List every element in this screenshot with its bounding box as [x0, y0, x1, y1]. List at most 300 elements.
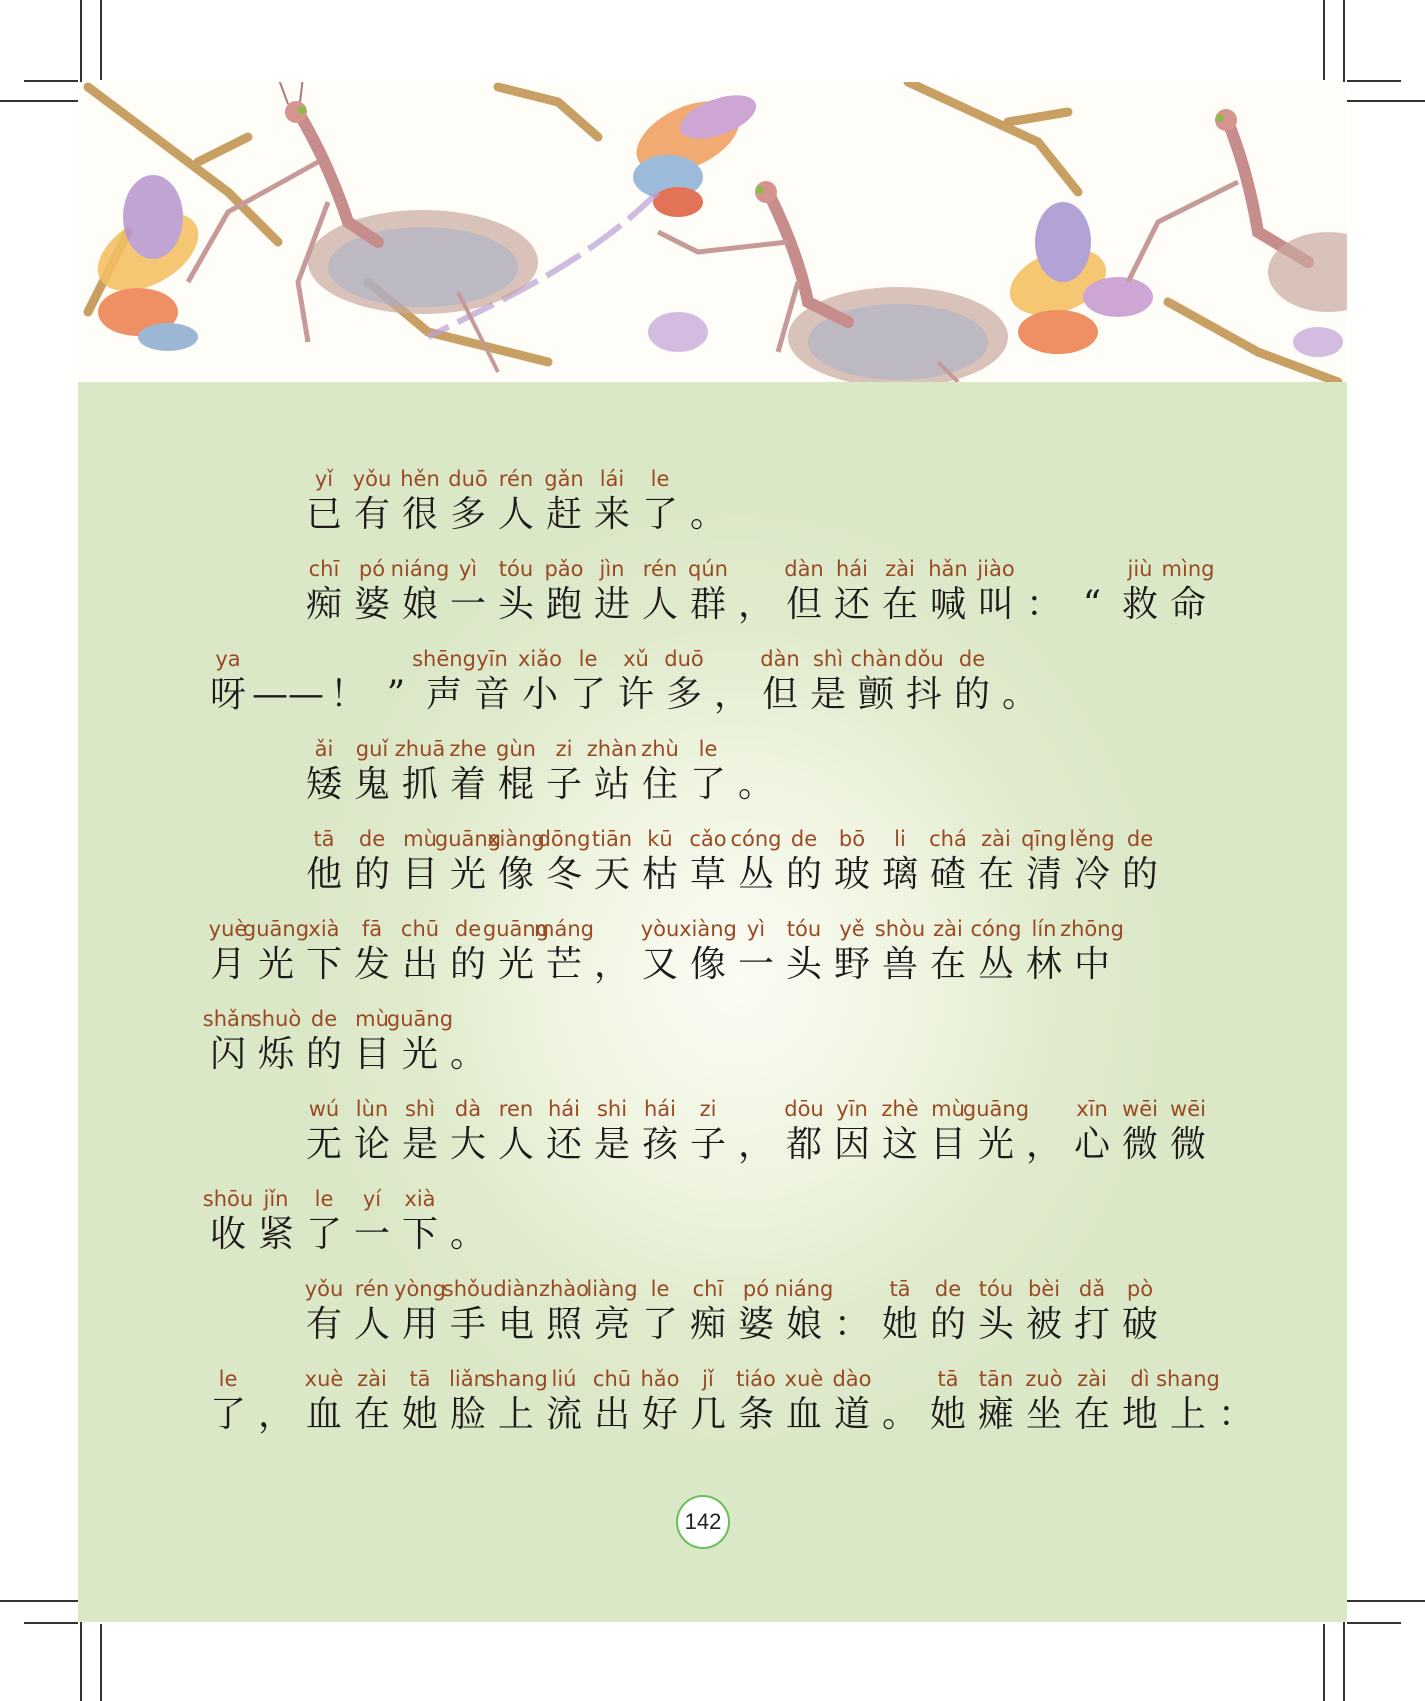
pinyin: yì [458, 557, 478, 581]
hanzi: ： [833, 1304, 870, 1345]
pinyin: hái [547, 1097, 580, 1121]
hanzi: 微 [1121, 1124, 1158, 1165]
pinyin: xiǎo [518, 647, 562, 671]
illustration-banner [78, 82, 1347, 382]
hanzi: —— [252, 674, 324, 715]
pinyin: yuè [208, 917, 248, 941]
hanzi: 又 [641, 944, 678, 985]
pinyin: tóu [978, 1277, 1014, 1301]
pinyin: dào [832, 1367, 872, 1391]
pinyin: dǎ [1078, 1277, 1106, 1301]
pinyin: tā [409, 1367, 431, 1391]
hanzi: 颤 [857, 674, 894, 715]
pinyin: zhōng [1060, 917, 1124, 941]
pinyin: lùn [355, 1097, 389, 1121]
hanzi: 几 [689, 1394, 726, 1435]
hanzi: 有 [353, 494, 390, 535]
hanzi: 还 [545, 1124, 582, 1165]
hanzi: 的 [785, 854, 822, 895]
hanzi: 多 [449, 494, 486, 535]
pinyin: xiàng [487, 827, 545, 851]
pinyin: qīng [1021, 827, 1067, 851]
hanzi: 多 [665, 674, 702, 715]
pinyin: hái [643, 1097, 676, 1121]
pinyin: shang [1156, 1367, 1220, 1391]
pinyin: shǎn [202, 1007, 254, 1031]
hanzi: 已 [305, 494, 342, 535]
hanzi: 在 [881, 584, 918, 625]
pinyin: zài [981, 827, 1011, 851]
hanzi: 林 [1025, 944, 1062, 985]
hanzi: 因 [833, 1124, 870, 1165]
pinyin: lěng [1069, 827, 1115, 851]
hanzi: 鬼 [353, 764, 390, 805]
hanzi: 大 [449, 1124, 486, 1165]
hanzi: 兽 [881, 944, 918, 985]
pinyin: cóng [730, 827, 782, 851]
pinyin: yīn [836, 1097, 868, 1121]
pinyin: kū [647, 827, 673, 851]
pinyin: yì [746, 917, 766, 941]
hanzi: 手 [449, 1304, 486, 1345]
pinyin: le [314, 1187, 334, 1211]
hanzi: 许 [617, 674, 654, 715]
pinyin: hǎn [928, 557, 968, 581]
crop-mark [24, 1622, 78, 1624]
pinyin: yǒu [304, 1277, 344, 1301]
hanzi: 娘 [401, 584, 438, 625]
hanzi: 冬 [545, 854, 582, 895]
pinyin: duō [448, 467, 488, 491]
hanzi: 。 [449, 1034, 486, 1075]
pinyin: zi [699, 1097, 717, 1121]
hanzi: 的 [953, 674, 990, 715]
hanzi: 了 [305, 1214, 342, 1255]
pinyin: mù [931, 1097, 965, 1121]
crop-mark [100, 1624, 102, 1701]
hanzi: 抖 [905, 674, 942, 715]
pinyin: qún [688, 557, 728, 581]
hanzi: 一 [449, 584, 486, 625]
hanzi: 目 [401, 854, 438, 895]
hanzi: 亮 [593, 1304, 630, 1345]
hanzi: 娘 [785, 1304, 822, 1345]
pinyin: liú [551, 1367, 577, 1391]
hanzi: 丛 [737, 854, 774, 895]
pinyin: lái [599, 467, 625, 491]
hanzi: 这 [881, 1124, 918, 1165]
hanzi: 跑 [545, 584, 582, 625]
hanzi: 痴 [305, 584, 342, 625]
hanzi: 光 [977, 1124, 1014, 1165]
pinyin: ya [215, 647, 241, 671]
ruby-character [444, 1006, 492, 1098]
hanzi: 群 [689, 584, 726, 625]
pinyin: jìn [599, 557, 625, 581]
pinyin: xiàng [679, 917, 737, 941]
hanzi: 出 [401, 944, 438, 985]
hanzi: 好 [641, 1394, 678, 1435]
hanzi: 的 [449, 944, 486, 985]
hanzi: 还 [833, 584, 870, 625]
hanzi: 打 [1073, 1304, 1110, 1345]
pinyin: mù [403, 827, 437, 851]
pinyin: cǎo [689, 827, 727, 851]
hanzi: 是 [593, 1124, 630, 1165]
ruby-character [1161, 556, 1215, 648]
pinyin: pó [358, 557, 386, 581]
pinyin: wú [308, 1097, 340, 1121]
pinyin: pǎo [544, 557, 584, 581]
hanzi: 上 [497, 1394, 534, 1435]
hanzi: 她 [929, 1394, 966, 1435]
hanzi: 在 [977, 854, 1014, 895]
hanzi: 在 [353, 1394, 390, 1435]
hanzi: 命 [1169, 584, 1206, 625]
pinyin: gǎn [544, 467, 584, 491]
pinyin: xuè [304, 1367, 344, 1391]
hanzi: 目 [929, 1124, 966, 1165]
pinyin: rén [354, 1277, 390, 1301]
ruby-character [1060, 916, 1124, 1008]
pinyin: zhe [449, 737, 487, 761]
hanzi: 着 [449, 764, 486, 805]
pinyin: guāng [482, 917, 550, 941]
pinyin: cóng [970, 917, 1022, 941]
pinyin: hái [835, 557, 868, 581]
pinyin: yòu [640, 917, 680, 941]
pinyin: zi [555, 737, 573, 761]
pinyin: shuò [250, 1007, 302, 1031]
pinyin: tiān [591, 827, 633, 851]
pinyin: de [1126, 827, 1154, 851]
pinyin: hěn [400, 467, 440, 491]
crop-mark [1323, 1624, 1325, 1701]
pinyin: yě [839, 917, 865, 941]
pinyin: zài [885, 557, 915, 581]
pinyin: le [650, 467, 670, 491]
hanzi: 。 [1001, 674, 1038, 715]
pinyin: guāng [386, 1007, 454, 1031]
pinyin: zhè [881, 1097, 919, 1121]
pinyin: shōu [202, 1187, 254, 1211]
hanzi: 人 [497, 494, 534, 535]
pinyin: mìng [1161, 557, 1215, 581]
hanzi: 像 [689, 944, 726, 985]
hanzi: 碴 [929, 854, 966, 895]
hanzi: 了 [689, 764, 726, 805]
hanzi: 收 [209, 1214, 246, 1255]
hanzi: 草 [689, 854, 726, 895]
hanzi: 烁 [257, 1034, 294, 1075]
ruby-character [732, 736, 780, 828]
hanzi: 脸 [449, 1394, 486, 1435]
pinyin: ren [498, 1097, 534, 1121]
pinyin: shang [484, 1367, 548, 1391]
ruby-character [1116, 1276, 1164, 1368]
hanzi: 地 [1121, 1394, 1158, 1435]
hanzi: 道 [833, 1394, 870, 1435]
pinyin: mù [355, 1007, 389, 1031]
hanzi: 的 [929, 1304, 966, 1345]
hanzi: 声 [425, 674, 462, 715]
hanzi: 人 [497, 1124, 534, 1165]
pinyin: niáng [774, 1277, 834, 1301]
pinyin: tā [937, 1367, 959, 1391]
pinyin: jǐ [702, 1367, 714, 1391]
pinyin: de [934, 1277, 962, 1301]
pinyin: bō [838, 827, 866, 851]
butterfly-icon [84, 175, 211, 351]
crop-mark [100, 0, 102, 80]
hanzi: 光 [401, 1034, 438, 1075]
hanzi: 出 [593, 1394, 630, 1435]
pinyin: chī [308, 557, 340, 581]
pinyin: guāng [434, 827, 502, 851]
ruby-character [1116, 826, 1164, 918]
pinyin: dà [454, 1097, 482, 1121]
hanzi: 但 [761, 674, 798, 715]
hanzi: 光 [257, 944, 294, 985]
pinyin: rén [642, 557, 678, 581]
pinyin: hǎo [640, 1367, 680, 1391]
hanzi: ， [1025, 1124, 1062, 1165]
hanzi: 了 [569, 674, 606, 715]
mantis-illustration [78, 82, 1347, 382]
hanzi: 像 [497, 854, 534, 895]
pinyin: liàng [586, 1277, 638, 1301]
hanzi: 下 [305, 944, 342, 985]
hanzi: 的 [1121, 854, 1158, 895]
hanzi: 在 [929, 944, 966, 985]
pinyin: jiù [1127, 557, 1153, 581]
pinyin: xià [308, 917, 340, 941]
hanzi: 光 [497, 944, 534, 985]
ruby-character [1164, 1096, 1212, 1188]
pinyin: gùn [496, 737, 536, 761]
pinyin: xuè [784, 1367, 824, 1391]
hanzi: 子 [545, 764, 582, 805]
hanzi: 清 [1025, 854, 1062, 895]
pinyin: shi [596, 1097, 628, 1121]
hanzi: ： [1217, 1394, 1254, 1435]
hanzi: 血 [305, 1394, 342, 1435]
hanzi: ： [1025, 584, 1062, 625]
hanzi: 是 [809, 674, 846, 715]
pinyin: yòng [394, 1277, 446, 1301]
pinyin: de [454, 917, 482, 941]
pinyin: dǒu [904, 647, 944, 671]
pinyin: liǎn [449, 1367, 487, 1391]
hanzi: 心 [1073, 1124, 1110, 1165]
pinyin: chàn [850, 647, 902, 671]
page-number: 142 [676, 1495, 730, 1549]
hanzi: 照 [545, 1304, 582, 1345]
hanzi: 条 [737, 1394, 774, 1435]
crop-mark [1347, 1622, 1401, 1624]
pinyin: tóu [786, 917, 822, 941]
hanzi: ！ [329, 674, 366, 715]
hanzi: 棍 [497, 764, 534, 805]
pinyin: chá [929, 827, 967, 851]
pinyin: le [650, 1277, 670, 1301]
pinyin: pò [1126, 1277, 1154, 1301]
hanzi: 音 [473, 674, 510, 715]
pinyin: zhàn [586, 737, 638, 761]
hanzi: 喊 [929, 584, 966, 625]
pinyin: chū [592, 1367, 632, 1391]
pinyin: tā [889, 1277, 911, 1301]
pinyin: niáng [390, 557, 450, 581]
pinyin: xià [404, 1187, 436, 1211]
hanzi: 赶 [545, 494, 582, 535]
hanzi: 人 [353, 1304, 390, 1345]
hanzi: 被 [1025, 1304, 1062, 1345]
hanzi: 目 [353, 1034, 390, 1075]
hanzi: 救 [1121, 584, 1158, 625]
ruby-character [996, 646, 1044, 738]
pinyin: guǐ [355, 737, 389, 761]
pinyin: shì [812, 647, 844, 671]
hanzi: 了 [209, 1394, 246, 1435]
hanzi: ， [257, 1394, 294, 1435]
pinyin: fā [361, 917, 383, 941]
hanzi: 上 [1169, 1394, 1206, 1435]
hanzi: 来 [593, 494, 630, 535]
pinyin: jiào [977, 557, 1015, 581]
pinyin: yí [362, 1187, 382, 1211]
hanzi: ， [737, 1124, 774, 1165]
pinyin: chū [400, 917, 440, 941]
pinyin: yīn [476, 647, 508, 671]
pinyin: diàn [493, 1277, 539, 1301]
hanzi: 头 [977, 1304, 1014, 1345]
hanzi: 都 [785, 1124, 822, 1165]
hanzi: 瘫 [977, 1394, 1014, 1435]
hanzi: 。 [881, 1394, 918, 1435]
pinyin: dàn [784, 557, 824, 581]
hanzi: 一 [737, 944, 774, 985]
pinyin: zài [1077, 1367, 1107, 1391]
pinyin: tóu [498, 557, 534, 581]
hanzi: 破 [1121, 1304, 1158, 1345]
hanzi: 孩 [641, 1124, 678, 1165]
hanzi: 。 [449, 1214, 486, 1255]
pinyin: shēng [412, 647, 476, 671]
pinyin: guāng [962, 1097, 1030, 1121]
hanzi: 了 [641, 1304, 678, 1345]
hanzi: 光 [449, 854, 486, 895]
pinyin: guāng [242, 917, 310, 941]
hanzi: 中 [1073, 944, 1110, 985]
hanzi: 坐 [1025, 1394, 1062, 1435]
hanzi: 用 [401, 1304, 438, 1345]
hanzi: 叫 [977, 584, 1014, 625]
mantis-icon [658, 181, 1008, 382]
ruby-character [684, 466, 732, 558]
hanzi: 冷 [1073, 854, 1110, 895]
pinyin: shòu [874, 917, 926, 941]
hanzi: ， [593, 944, 630, 985]
pinyin: dōng [537, 827, 591, 851]
mantis-icon [1128, 109, 1347, 312]
hanzi: 丛 [977, 944, 1014, 985]
pinyin: shì [404, 1097, 436, 1121]
pinyin: le [578, 647, 598, 671]
pinyin: le [218, 1367, 238, 1391]
pinyin: wēi [1122, 1097, 1158, 1121]
pinyin: pó [742, 1277, 770, 1301]
pinyin: zài [357, 1367, 387, 1391]
pinyin: yǒu [352, 467, 392, 491]
pinyin: máng [534, 917, 594, 941]
hanzi: 玻 [833, 854, 870, 895]
hanzi: 住 [641, 764, 678, 805]
crop-mark [24, 80, 78, 82]
hanzi: 闪 [209, 1034, 246, 1075]
hanzi: 无 [305, 1124, 342, 1165]
pinyin: shǒu [442, 1277, 494, 1301]
ruby-character [444, 1186, 492, 1278]
hanzi: 血 [785, 1394, 822, 1435]
hanzi: 她 [401, 1394, 438, 1435]
hanzi: ， [737, 584, 774, 625]
pinyin: zuò [1025, 1367, 1063, 1391]
hanzi: 婆 [353, 584, 390, 625]
pinyin: bèi [1027, 1277, 1061, 1301]
hanzi: 有 [305, 1304, 342, 1345]
hanzi: 论 [353, 1124, 390, 1165]
pinyin: de [310, 1007, 338, 1031]
pinyin: tān [978, 1367, 1014, 1391]
hanzi: 抓 [401, 764, 438, 805]
hanzi: “ [1082, 584, 1102, 625]
hanzi: 她 [881, 1304, 918, 1345]
pinyin: dōu [784, 1097, 824, 1121]
hanzi: 但 [785, 584, 822, 625]
hanzi: 在 [1073, 1394, 1110, 1435]
hanzi: 痴 [689, 1304, 726, 1345]
pinyin: lín [1031, 917, 1057, 941]
hanzi: 芒 [545, 944, 582, 985]
hanzi: 发 [353, 944, 390, 985]
hanzi: 一 [353, 1214, 390, 1255]
pinyin: de [790, 827, 818, 851]
ruby-character [1212, 1366, 1260, 1458]
hanzi: 枯 [641, 854, 678, 895]
hanzi: 小 [521, 674, 558, 715]
hanzi: 头 [785, 944, 822, 985]
pinyin: zhù [641, 737, 679, 761]
pinyin: dì [1130, 1367, 1150, 1391]
pinyin: wēi [1170, 1097, 1206, 1121]
pinyin: dàn [760, 647, 800, 671]
hanzi: 微 [1169, 1124, 1206, 1165]
pinyin: chī [692, 1277, 724, 1301]
pinyin: zhào [538, 1277, 590, 1301]
hanzi: 流 [545, 1394, 582, 1435]
crop-mark [1347, 80, 1401, 82]
hanzi: 站 [593, 764, 630, 805]
pinyin: jǐn [263, 1187, 289, 1211]
hanzi: 下 [401, 1214, 438, 1255]
hanzi: 。 [689, 494, 726, 535]
hanzi: 的 [305, 1034, 342, 1075]
hanzi: 紧 [257, 1214, 294, 1255]
hanzi: 是 [401, 1124, 438, 1165]
pinyin: zài [933, 917, 963, 941]
hanzi: 很 [401, 494, 438, 535]
